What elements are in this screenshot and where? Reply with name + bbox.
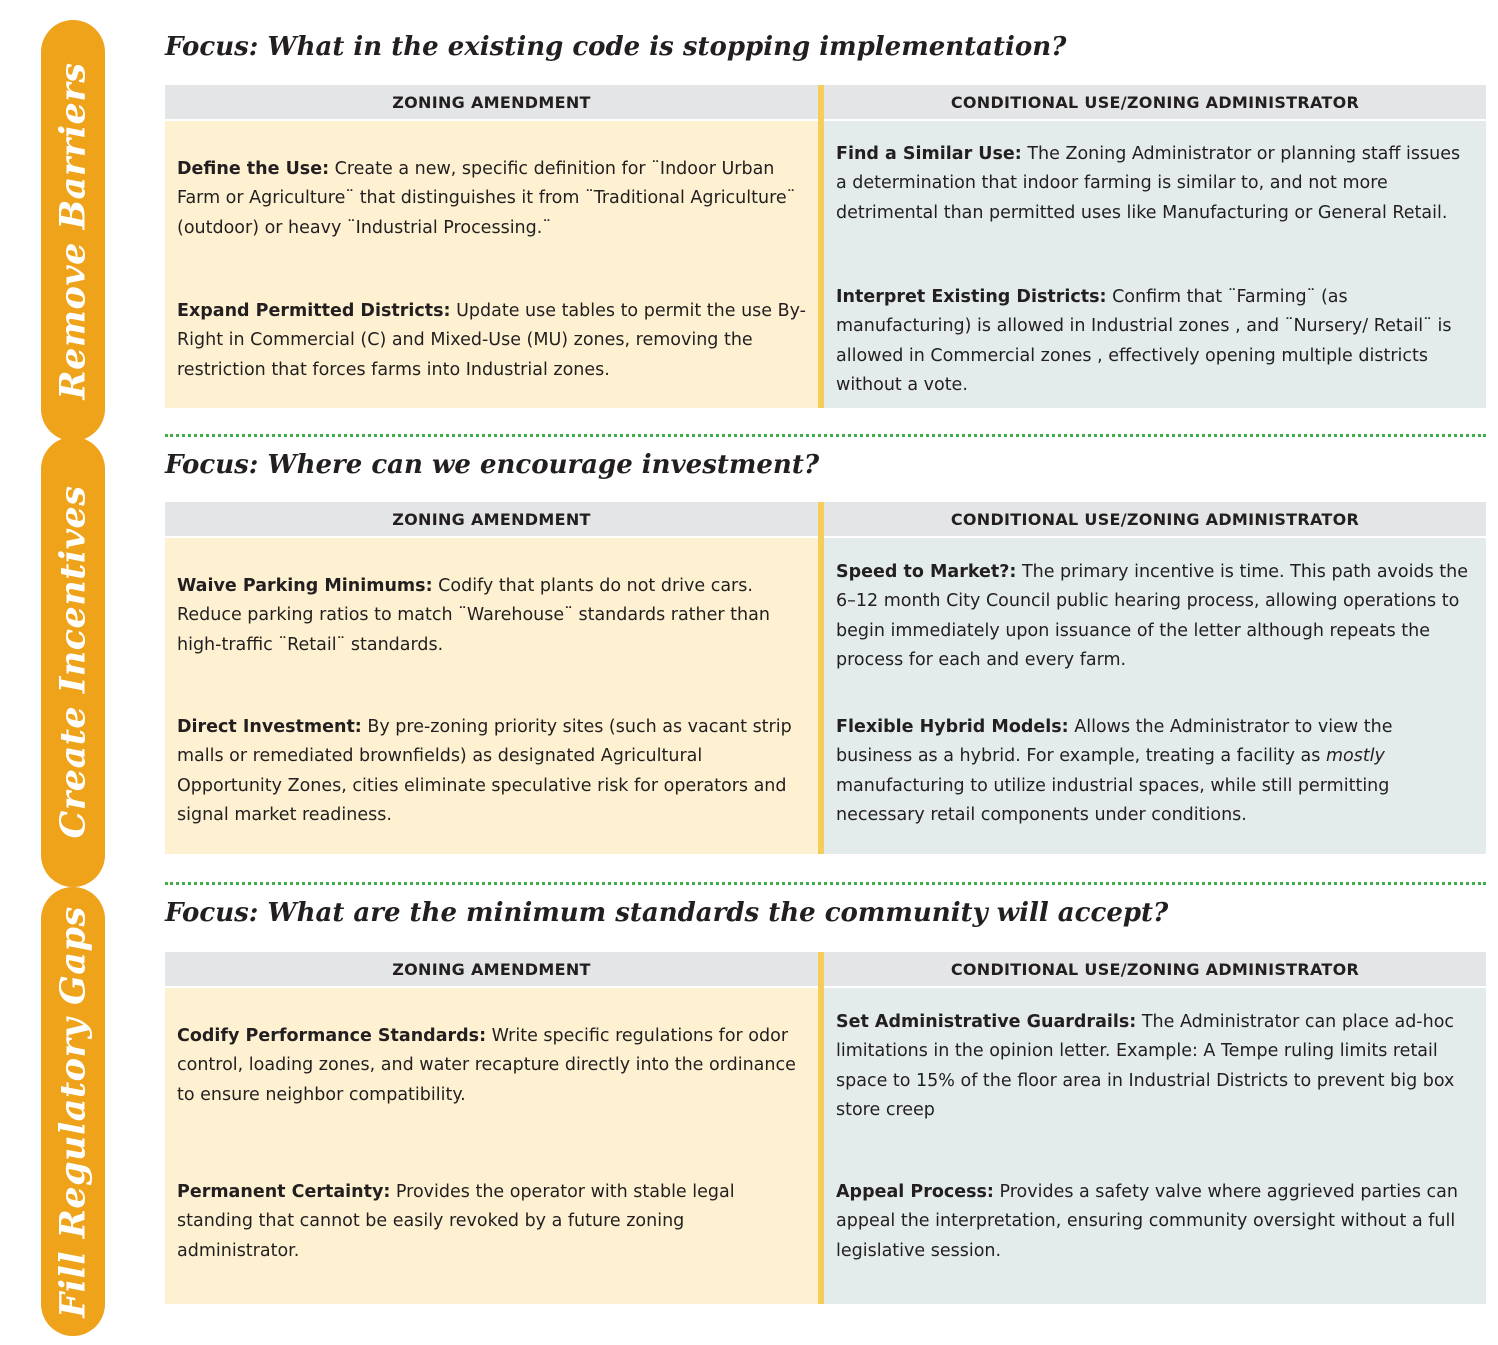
list-item [177, 1178, 806, 1266]
section-focus-heading: Focus: What are the minimum standards the community will accept? [165, 898, 1169, 928]
column-header-conditional-use: CONDITIONAL USE/ZONING ADMINISTRATOR [824, 502, 1486, 536]
item-emphasis: mostly [1325, 746, 1385, 767]
list-item [836, 1178, 1474, 1266]
side-tab-create-incentives [41, 437, 105, 887]
conditional-use-cell [824, 121, 1486, 408]
item-title: Set Administrative Guardrails: [836, 1012, 1137, 1032]
item-title: Speed to Market?: [836, 562, 1017, 582]
side-tab-remove-barriers [41, 20, 105, 441]
item-title: Interpret Existing Districts: [836, 287, 1107, 307]
item-title: Define the Use: [177, 159, 330, 179]
zoning-amendment-cell [165, 988, 818, 1304]
item-text: Provides a safety valve where aggrieved parties can appeal the interpretation, ensuring community oversight without a full legislative session. [836, 1182, 1458, 1261]
side-tab-label: Remove Barriers [52, 62, 94, 399]
list-item [836, 1008, 1474, 1125]
item-title: Permanent Certainty: [177, 1182, 391, 1202]
item-title: Expand Permitted Districts: [177, 301, 451, 321]
item-text: Codify that plants do not drive cars. Reduce parking ratios to match ¨Warehouse¨ standards rather than high-traffic ¨Retail¨ standards. [177, 576, 770, 655]
section-separator [165, 882, 1486, 885]
column-header-zoning-amendment: ZONING AMENDMENT [165, 952, 818, 986]
column-header-conditional-use: CONDITIONAL USE/ZONING ADMINISTRATOR [824, 85, 1486, 119]
conditional-use-cell [824, 988, 1486, 1304]
section-focus-heading: Focus: What in the existing code is stopping implementation? [165, 32, 1067, 62]
item-text: The Administrator can place ad-hoc limitations in the opinion letter. Example: A Tempe ruling limits retail space to 15% of the floor area in Industrial Districts to prevent big box store creep [836, 1012, 1455, 1120]
comparison-table [165, 952, 1486, 1304]
comparison-table [165, 85, 1486, 408]
item-text: The Zoning Administrator or planning staff issues a determination that indoor farming is similar to, and not more detrimental than permitted uses like Manufacturing or General Retail. [836, 144, 1461, 223]
list-item [836, 713, 1474, 830]
side-tab-label: Create Incentives [52, 485, 94, 839]
comparison-table [165, 502, 1486, 854]
list-item [177, 572, 806, 660]
item-title: Flexible Hybrid Models: [836, 717, 1069, 737]
item-title: Waive Parking Minimums: [177, 576, 433, 596]
item-text: Create a new, specific definition for ¨Indoor Urban Farm or Agriculture¨ that distinguishes it from ¨Traditional Agriculture¨ (outdoor) or heavy ¨Industrial Processing.¨ [177, 159, 796, 238]
list-item [836, 558, 1474, 675]
item-text: The primary incentive is time. This path avoids the 6–12 month City Council public hearing process, allowing operations to begin immediately upon issuance of the letter although repeats the process for each and every farm. [836, 562, 1468, 670]
zoning-amendment-cell [165, 538, 818, 854]
list-item [836, 283, 1474, 400]
item-text: Provides the operator with stable legal standing that cannot be easily revoked by a future zoning administrator. [177, 1182, 735, 1261]
item-text: Allows the Administrator to view the business as a hybrid. For example, treating a facility as [836, 717, 1393, 767]
column-header-zoning-amendment: ZONING AMENDMENT [165, 502, 818, 536]
column-header-zoning-amendment: ZONING AMENDMENT [165, 85, 818, 119]
side-tab-fill-regulatory-gaps [41, 887, 105, 1336]
list-item [177, 713, 806, 830]
list-item [836, 140, 1474, 228]
item-text: By pre-zoning priority sites (such as vacant strip malls or remediated brownfields) as designated Agricultural Opportunity Zones, cities eliminate speculative risk for operators and signal market readiness. [177, 717, 792, 825]
item-text: Update use tables to permit the use By-Right in Commercial (C) and Mixed-Use (MU) zones, removing the restriction that forces farms into Industrial zones. [177, 301, 806, 380]
item-title: Codify Performance Standards: [177, 1026, 487, 1046]
item-text: Confirm that ¨Farming¨ (as manufacturing) is allowed in Industrial zones , and ¨Nursery/ Retail¨ is allowed in Commercial zones , effectively opening multiple districts without a vote. [836, 287, 1452, 395]
item-title: Direct Investment: [177, 717, 362, 737]
section-focus-heading: Focus: Where can we encourage investment? [165, 450, 820, 480]
side-tab-label: Fill Regulatory Gaps [52, 905, 94, 1318]
item-text: manufacturing to utilize industrial spaces, while still permitting necessary retail components under conditions. [836, 775, 1390, 825]
item-title: Appeal Process: [836, 1182, 994, 1202]
item-title: Find a Similar Use: [836, 144, 1022, 164]
section-separator [165, 434, 1486, 437]
zoning-amendment-cell [165, 121, 818, 408]
conditional-use-cell [824, 538, 1486, 854]
column-header-conditional-use: CONDITIONAL USE/ZONING ADMINISTRATOR [824, 952, 1486, 986]
item-text: Write specific regulations for odor control, loading zones, and water recapture directly into the ordinance to ensure neighbor compatibility. [177, 1026, 796, 1105]
list-item [177, 155, 806, 243]
list-item [177, 297, 806, 385]
list-item [177, 1022, 806, 1110]
